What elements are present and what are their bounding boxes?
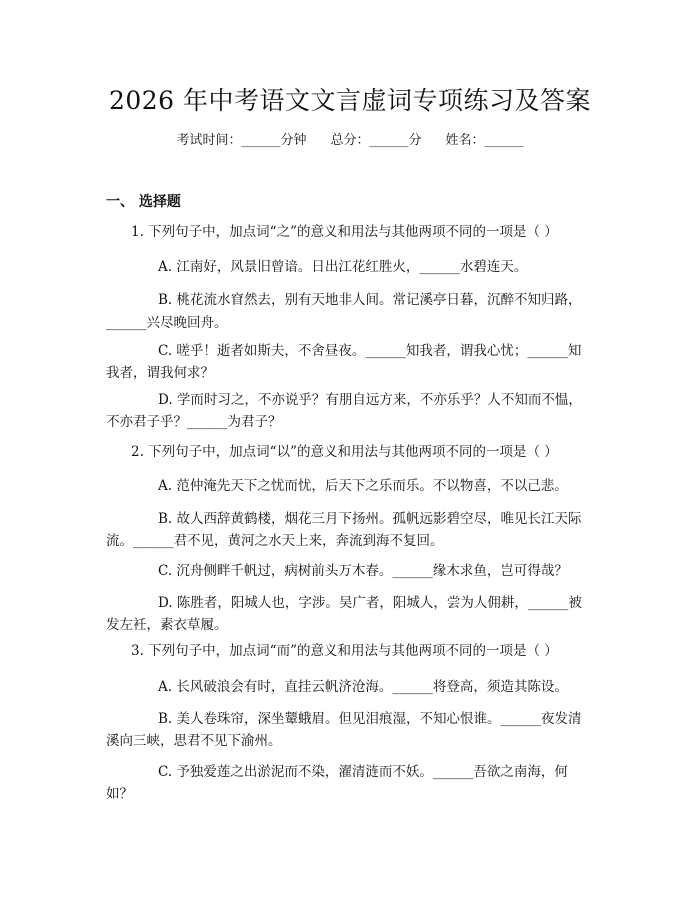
exam-time: 考试时间：______分钟 [176,133,307,148]
option-a-line: A. 江南好，风景旧曾谙。日出江花红胜火，______水碧连天。 [158,259,528,275]
option-d-line-cont: 不亦君子乎？______为君子？ [106,414,282,430]
page-title: 2026 年中考语文文言虚词专项练习及答案 [108,86,592,115]
exam-score: 总分：______分 [330,133,422,148]
student-name: 姓名：______ [445,133,524,148]
option-c-line: C. 予独爱莲之出淤泥而不染，濯清涟而不妖。______吾欲之南海，何 [158,764,568,780]
question-stem: 1. 下列句子中，加点词“之”的意义和用法与其他两项不同的一项是（ ） [131,224,558,240]
question-stem: 3. 下列句子中，加点词“而”的意义和用法与其他两项不同的一项是（ ） [131,643,558,659]
option-c-line-cont: 如？ [106,786,133,802]
option-c-line: C. 嗟乎！逝者如斯夫，不舍昼夜。______知我者，谓我心忧；______知 [158,343,582,359]
option-b-line: B. 故人西辞黄鹤楼，烟花三月下扬州。孤帆远影碧空尽，唯见长江天际 [158,511,582,527]
option-b-line-cont: ______兴尽晚回舟。 [106,315,228,331]
option-b-line: B. 桃花流水窅然去，别有天地非人间。常记溪亭日暮，沉醉不知归路， [158,292,582,308]
option-a-line: A. 范仲淹先天下之忧而忧，后天下之乐而乐。不以物喜，不以己悲。 [158,478,568,494]
option-c-line-cont: 我者，谓我何求？ [106,365,214,381]
section-heading: 一、 选择题 [106,194,181,210]
option-d-line-cont: 发左衽，素衣草履。 [106,617,228,633]
option-c-line: C. 沉舟侧畔千帆过，病树前头万木春。______缘木求鱼，岂可得哉？ [158,563,568,579]
question-stem: 2. 下列句子中，加点词“以”的意义和用法与其他两项不同的一项是（ ） [131,444,558,460]
option-b-line-cont: 溪向三峡，思君不见下渝州。 [106,733,282,749]
option-a-line: A. 长风破浪会有时，直挂云帆济沧海。______将登高，须造其陈设。 [158,679,568,695]
option-d-line: D. 学而时习之，不亦说乎？有朋自远方来，不亦乐乎？人不知而不愠， [158,392,582,408]
exam-meta [0,132,700,150]
option-d-line: D. 陈胜者，阳城人也，字涉。吴广者，阳城人，尝为人佣耕，______被 [158,595,582,611]
option-b-line: B. 美人卷珠帘，深坐颦蛾眉。但见泪痕湿，不知心恨谁。______夜发清 [158,711,582,727]
option-b-line-cont: 流。______君不见，黄河之水天上来，奔流到海不复回。 [106,533,444,549]
